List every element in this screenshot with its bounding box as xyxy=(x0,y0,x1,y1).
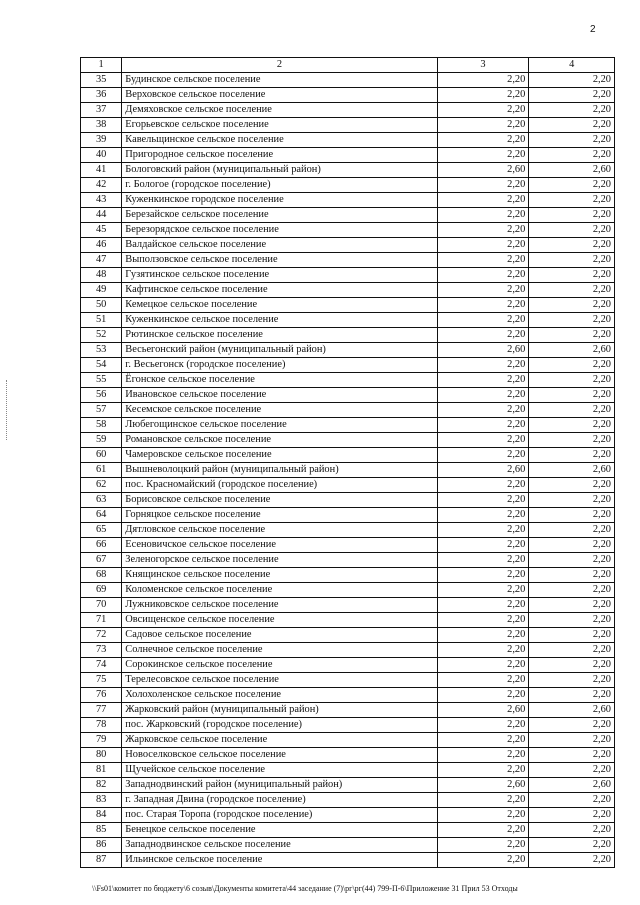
table-row xyxy=(81,283,615,298)
table-row xyxy=(81,523,615,538)
row-number-cell: 60 xyxy=(81,448,122,463)
value-cell-3: 2,20 xyxy=(437,628,529,643)
table-row xyxy=(81,508,615,523)
row-number-cell: 65 xyxy=(81,523,122,538)
value-cell-3: 2,20 xyxy=(437,838,529,853)
value-cell-3: 2,20 xyxy=(437,73,529,88)
settlement-name-cell: Лужниковское сельское поселение xyxy=(122,598,437,613)
value-cell-3: 2,20 xyxy=(437,433,529,448)
footer-file-path: \\Fs01\комитет по бюджету\6 созыв\Документы комитета\44 заседание (7)\рг\рг(44) 799-П-6\Приложение 31 Прил 53 Отходы xyxy=(92,884,518,893)
value-cell-4: 2,20 xyxy=(529,838,615,853)
settlement-name-cell: Кафтинское сельское поселение xyxy=(122,283,437,298)
settlement-name-cell: Будинское сельское поселение xyxy=(122,73,437,88)
table-row xyxy=(81,493,615,508)
table-row xyxy=(81,643,615,658)
settlement-name-cell: Садовое сельское поселение xyxy=(122,628,437,643)
value-cell-4: 2,20 xyxy=(529,628,615,643)
table-row xyxy=(81,118,615,133)
value-cell-4: 2,20 xyxy=(529,493,615,508)
table-row xyxy=(81,763,615,778)
value-cell-3: 2,20 xyxy=(437,298,529,313)
value-cell-4: 2,20 xyxy=(529,433,615,448)
row-number-cell: 68 xyxy=(81,568,122,583)
value-cell-4: 2,20 xyxy=(529,148,615,163)
table-row xyxy=(81,298,615,313)
value-cell-3: 2,20 xyxy=(437,538,529,553)
row-number-cell: 84 xyxy=(81,808,122,823)
settlement-name-cell: Зеленогорское сельское поселение xyxy=(122,553,437,568)
value-cell-3: 2,20 xyxy=(437,718,529,733)
table-row xyxy=(81,568,615,583)
value-cell-3: 2,20 xyxy=(437,763,529,778)
value-cell-3: 2,20 xyxy=(437,508,529,523)
value-cell-4: 2,20 xyxy=(529,418,615,433)
row-number-cell: 42 xyxy=(81,178,122,193)
row-number-cell: 58 xyxy=(81,418,122,433)
settlement-name-cell: Овсищенское сельское поселение xyxy=(122,613,437,628)
table-row xyxy=(81,328,615,343)
table-row xyxy=(81,853,615,868)
settlement-name-cell: Щучейское сельское поселение xyxy=(122,763,437,778)
settlement-name-cell: г. Бологое (городское поселение) xyxy=(122,178,437,193)
row-number-cell: 54 xyxy=(81,358,122,373)
value-cell-4: 2,20 xyxy=(529,253,615,268)
value-cell-3: 2,20 xyxy=(437,238,529,253)
settlement-name-cell: Бологовский район (муниципальный район) xyxy=(122,163,437,178)
row-number-cell: 83 xyxy=(81,793,122,808)
table-row xyxy=(81,478,615,493)
value-cell-4: 2,20 xyxy=(529,118,615,133)
value-cell-3: 2,20 xyxy=(437,598,529,613)
settlement-name-cell: Ивановское сельское поселение xyxy=(122,388,437,403)
settlement-name-cell: Ильинское сельское поселение xyxy=(122,853,437,868)
value-cell-3: 2,20 xyxy=(437,673,529,688)
row-number-cell: 74 xyxy=(81,658,122,673)
value-cell-3: 2,20 xyxy=(437,448,529,463)
value-cell-4: 2,20 xyxy=(529,223,615,238)
table-row xyxy=(81,433,615,448)
value-cell-4: 2,20 xyxy=(529,598,615,613)
table-row xyxy=(81,583,615,598)
settlement-name-cell: Холохоленское сельское поселение xyxy=(122,688,437,703)
row-number-cell: 85 xyxy=(81,823,122,838)
value-cell-4: 2,20 xyxy=(529,808,615,823)
value-cell-3: 2,20 xyxy=(437,553,529,568)
row-number-cell: 59 xyxy=(81,433,122,448)
row-number-cell: 86 xyxy=(81,838,122,853)
row-number-cell: 48 xyxy=(81,268,122,283)
table-row xyxy=(81,373,615,388)
row-number-cell: 53 xyxy=(81,343,122,358)
table-row xyxy=(81,88,615,103)
table-row xyxy=(81,463,615,478)
row-number-cell: 81 xyxy=(81,763,122,778)
value-cell-3: 2,20 xyxy=(437,478,529,493)
value-cell-3: 2,20 xyxy=(437,148,529,163)
value-cell-4: 2,20 xyxy=(529,568,615,583)
page-number: 2 xyxy=(590,24,596,35)
value-cell-4: 2,20 xyxy=(529,208,615,223)
row-number-cell: 76 xyxy=(81,688,122,703)
value-cell-4: 2,60 xyxy=(529,463,615,478)
settlement-name-cell: пос. Старая Торопа (городское поселение) xyxy=(122,808,437,823)
table-row xyxy=(81,343,615,358)
value-cell-3: 2,20 xyxy=(437,748,529,763)
settlement-name-cell: Рютинское сельское поселение xyxy=(122,328,437,343)
value-cell-4: 2,20 xyxy=(529,103,615,118)
row-number-cell: 80 xyxy=(81,748,122,763)
table-row xyxy=(81,238,615,253)
settlement-name-cell: Ёгонское сельское поселение xyxy=(122,373,437,388)
row-number-cell: 57 xyxy=(81,403,122,418)
table-row xyxy=(81,673,615,688)
value-cell-3: 2,20 xyxy=(437,268,529,283)
settlement-name-cell: Кемецкое сельское поселение xyxy=(122,298,437,313)
data-table xyxy=(80,57,615,868)
value-cell-4: 2,20 xyxy=(529,283,615,298)
value-cell-4: 2,20 xyxy=(529,313,615,328)
value-cell-4: 2,20 xyxy=(529,523,615,538)
table-row xyxy=(81,358,615,373)
value-cell-3: 2,20 xyxy=(437,733,529,748)
row-number-cell: 73 xyxy=(81,643,122,658)
table-row xyxy=(81,823,615,838)
settlement-name-cell: Демяховское сельское поселение xyxy=(122,103,437,118)
value-cell-3: 2,20 xyxy=(437,403,529,418)
row-number-cell: 46 xyxy=(81,238,122,253)
table-row xyxy=(81,178,615,193)
value-cell-4: 2,20 xyxy=(529,298,615,313)
settlement-name-cell: Коломенское сельское поселение xyxy=(122,583,437,598)
row-number-cell: 62 xyxy=(81,478,122,493)
table-row xyxy=(81,538,615,553)
table-row xyxy=(81,658,615,673)
row-number-cell: 51 xyxy=(81,313,122,328)
row-number-cell: 61 xyxy=(81,463,122,478)
table-header-row xyxy=(81,58,615,73)
value-cell-3: 2,20 xyxy=(437,808,529,823)
settlement-name-cell: Валдайское сельское поселение xyxy=(122,238,437,253)
settlement-name-cell: Жарковское сельское поселение xyxy=(122,733,437,748)
value-cell-3: 2,60 xyxy=(437,778,529,793)
value-cell-3: 2,20 xyxy=(437,823,529,838)
row-number-cell: 82 xyxy=(81,778,122,793)
value-cell-3: 2,60 xyxy=(437,163,529,178)
row-number-cell: 67 xyxy=(81,553,122,568)
settlement-name-cell: Новоселковское сельское поселение xyxy=(122,748,437,763)
table-row xyxy=(81,778,615,793)
value-cell-4: 2,20 xyxy=(529,658,615,673)
value-cell-4: 2,20 xyxy=(529,328,615,343)
table-row xyxy=(81,223,615,238)
settlement-name-cell: Романовское сельское поселение xyxy=(122,433,437,448)
value-cell-3: 2,20 xyxy=(437,613,529,628)
table-row xyxy=(81,193,615,208)
settlement-name-cell: Гузятинское сельское поселение xyxy=(122,268,437,283)
value-cell-4: 2,20 xyxy=(529,508,615,523)
settlement-name-cell: Весьегонский район (муниципальный район) xyxy=(122,343,437,358)
table-row xyxy=(81,268,615,283)
value-cell-4: 2,20 xyxy=(529,448,615,463)
table-row xyxy=(81,628,615,643)
value-cell-4: 2,20 xyxy=(529,583,615,598)
table-row xyxy=(81,553,615,568)
value-cell-3: 2,20 xyxy=(437,103,529,118)
row-number-cell: 72 xyxy=(81,628,122,643)
value-cell-4: 2,60 xyxy=(529,703,615,718)
value-cell-4: 2,20 xyxy=(529,853,615,868)
table-row xyxy=(81,163,615,178)
value-cell-3: 2,60 xyxy=(437,703,529,718)
value-cell-3: 2,20 xyxy=(437,133,529,148)
value-cell-3: 2,20 xyxy=(437,223,529,238)
row-number-cell: 41 xyxy=(81,163,122,178)
value-cell-4: 2,20 xyxy=(529,133,615,148)
table-row xyxy=(81,838,615,853)
row-number-cell: 50 xyxy=(81,298,122,313)
settlement-name-cell: Егорьевское сельское поселение xyxy=(122,118,437,133)
settlement-name-cell: Березайское сельское поселение xyxy=(122,208,437,223)
value-cell-4: 2,20 xyxy=(529,673,615,688)
settlement-name-cell: Выползовское сельское поселение xyxy=(122,253,437,268)
value-cell-3: 2,20 xyxy=(437,313,529,328)
value-cell-3: 2,20 xyxy=(437,493,529,508)
settlement-name-cell: Терелесовское сельское поселение xyxy=(122,673,437,688)
row-number-cell: 77 xyxy=(81,703,122,718)
settlement-name-cell: Куженкинское городское поселение xyxy=(122,193,437,208)
table-row xyxy=(81,448,615,463)
margin-marks xyxy=(6,380,9,440)
value-cell-3: 2,60 xyxy=(437,463,529,478)
value-cell-3: 2,20 xyxy=(437,793,529,808)
value-cell-4: 2,20 xyxy=(529,763,615,778)
value-cell-3: 2,20 xyxy=(437,208,529,223)
value-cell-4: 2,20 xyxy=(529,613,615,628)
row-number-cell: 63 xyxy=(81,493,122,508)
settlement-name-cell: Княщинское сельское поселение xyxy=(122,568,437,583)
row-number-cell: 71 xyxy=(81,613,122,628)
value-cell-3: 2,20 xyxy=(437,118,529,133)
row-number-cell: 69 xyxy=(81,583,122,598)
value-cell-3: 2,20 xyxy=(437,418,529,433)
settlement-name-cell: Жарковский район (муниципальный район) xyxy=(122,703,437,718)
settlement-name-cell: Куженкинское сельское поселение xyxy=(122,313,437,328)
row-number-cell: 66 xyxy=(81,538,122,553)
settlement-name-cell: г. Весьегонск (городское поселение) xyxy=(122,358,437,373)
table-row xyxy=(81,718,615,733)
table-row xyxy=(81,808,615,823)
value-cell-3: 2,20 xyxy=(437,373,529,388)
settlement-name-cell: Пригородное сельское поселение xyxy=(122,148,437,163)
value-cell-3: 2,20 xyxy=(437,568,529,583)
settlement-name-cell: Есеновичское сельское поселение xyxy=(122,538,437,553)
value-cell-4: 2,20 xyxy=(529,733,615,748)
settlement-name-cell: Чамеровское сельское поселение xyxy=(122,448,437,463)
settlement-name-cell: Кесемское сельское поселение xyxy=(122,403,437,418)
value-cell-3: 2,20 xyxy=(437,853,529,868)
table-body xyxy=(81,73,615,868)
table-row xyxy=(81,748,615,763)
row-number-cell: 44 xyxy=(81,208,122,223)
value-cell-4: 2,20 xyxy=(529,193,615,208)
value-cell-3: 2,20 xyxy=(437,643,529,658)
row-number-cell: 64 xyxy=(81,508,122,523)
row-number-cell: 55 xyxy=(81,373,122,388)
value-cell-4: 2,20 xyxy=(529,88,615,103)
row-number-cell: 35 xyxy=(81,73,122,88)
row-number-cell: 87 xyxy=(81,853,122,868)
value-cell-4: 2,20 xyxy=(529,793,615,808)
settlement-name-cell: Солнечное сельское поселение xyxy=(122,643,437,658)
value-cell-3: 2,20 xyxy=(437,283,529,298)
settlement-name-cell: Борисовское сельское поселение xyxy=(122,493,437,508)
settlement-name-cell: пос. Жарковский (городское поселение) xyxy=(122,718,437,733)
value-cell-4: 2,20 xyxy=(529,823,615,838)
value-cell-4: 2,20 xyxy=(529,373,615,388)
column-header-3: 3 xyxy=(437,58,529,73)
table-row xyxy=(81,598,615,613)
row-number-cell: 38 xyxy=(81,118,122,133)
settlement-name-cell: Западнодвинское сельское поселение xyxy=(122,838,437,853)
table-row xyxy=(81,613,615,628)
value-cell-3: 2,20 xyxy=(437,178,529,193)
value-cell-4: 2,60 xyxy=(529,163,615,178)
row-number-cell: 56 xyxy=(81,388,122,403)
settlement-name-cell: Кавельщинское сельское поселение xyxy=(122,133,437,148)
value-cell-4: 2,20 xyxy=(529,268,615,283)
value-cell-4: 2,20 xyxy=(529,358,615,373)
table-row xyxy=(81,703,615,718)
value-cell-3: 2,20 xyxy=(437,658,529,673)
table-row xyxy=(81,73,615,88)
value-cell-4: 2,20 xyxy=(529,688,615,703)
value-cell-4: 2,20 xyxy=(529,478,615,493)
settlement-name-cell: Березорядское сельское поселение xyxy=(122,223,437,238)
column-header-4: 4 xyxy=(529,58,615,73)
settlement-name-cell: Дятловское сельское поселение xyxy=(122,523,437,538)
settlement-name-cell: Горняцкое сельское поселение xyxy=(122,508,437,523)
row-number-cell: 40 xyxy=(81,148,122,163)
row-number-cell: 79 xyxy=(81,733,122,748)
table-row xyxy=(81,418,615,433)
column-header-2: 2 xyxy=(122,58,437,73)
row-number-cell: 70 xyxy=(81,598,122,613)
value-cell-3: 2,20 xyxy=(437,688,529,703)
row-number-cell: 45 xyxy=(81,223,122,238)
table-row xyxy=(81,103,615,118)
settlement-name-cell: Любегощинское сельское поселение xyxy=(122,418,437,433)
table-row xyxy=(81,403,615,418)
value-cell-3: 2,20 xyxy=(437,583,529,598)
row-number-cell: 39 xyxy=(81,133,122,148)
settlement-name-cell: г. Западная Двина (городское поселение) xyxy=(122,793,437,808)
row-number-cell: 47 xyxy=(81,253,122,268)
row-number-cell: 49 xyxy=(81,283,122,298)
row-number-cell: 43 xyxy=(81,193,122,208)
value-cell-4: 2,20 xyxy=(529,238,615,253)
value-cell-3: 2,20 xyxy=(437,523,529,538)
table-row xyxy=(81,253,615,268)
row-number-cell: 36 xyxy=(81,88,122,103)
value-cell-4: 2,20 xyxy=(529,388,615,403)
settlement-name-cell: Бенецкое сельское поселение xyxy=(122,823,437,838)
table-row xyxy=(81,793,615,808)
column-header-1: 1 xyxy=(81,58,122,73)
value-cell-4: 2,20 xyxy=(529,403,615,418)
value-cell-3: 2,20 xyxy=(437,253,529,268)
settlement-name-cell: Западнодвинский район (муниципальный район) xyxy=(122,778,437,793)
value-cell-4: 2,20 xyxy=(529,748,615,763)
row-number-cell: 75 xyxy=(81,673,122,688)
row-number-cell: 52 xyxy=(81,328,122,343)
settlement-name-cell: Вышневолоцкий район (муниципальный район) xyxy=(122,463,437,478)
settlement-name-cell: Сорокинское сельское поселение xyxy=(122,658,437,673)
settlement-name-cell: Верховское сельское поселение xyxy=(122,88,437,103)
value-cell-3: 2,20 xyxy=(437,328,529,343)
value-cell-4: 2,20 xyxy=(529,178,615,193)
settlement-name-cell: пос. Красномайский (городское поселение) xyxy=(122,478,437,493)
value-cell-3: 2,20 xyxy=(437,193,529,208)
value-cell-4: 2,20 xyxy=(529,718,615,733)
value-cell-4: 2,20 xyxy=(529,538,615,553)
value-cell-3: 2,20 xyxy=(437,88,529,103)
row-number-cell: 78 xyxy=(81,718,122,733)
table-row xyxy=(81,313,615,328)
value-cell-4: 2,60 xyxy=(529,343,615,358)
value-cell-4: 2,20 xyxy=(529,73,615,88)
table-row xyxy=(81,733,615,748)
value-cell-4: 2,20 xyxy=(529,553,615,568)
value-cell-3: 2,20 xyxy=(437,358,529,373)
value-cell-3: 2,60 xyxy=(437,343,529,358)
value-cell-4: 2,20 xyxy=(529,643,615,658)
value-cell-3: 2,20 xyxy=(437,388,529,403)
table-row xyxy=(81,388,615,403)
table-row xyxy=(81,148,615,163)
table-row xyxy=(81,688,615,703)
table-row xyxy=(81,133,615,148)
table-row xyxy=(81,208,615,223)
row-number-cell: 37 xyxy=(81,103,122,118)
value-cell-4: 2,60 xyxy=(529,778,615,793)
